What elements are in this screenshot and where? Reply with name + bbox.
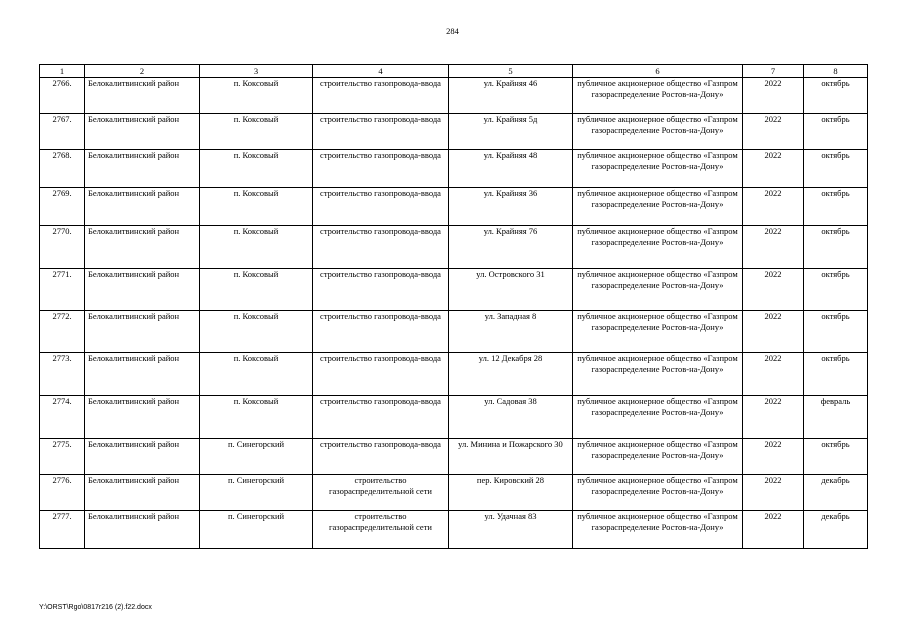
settlement-cell: п. Коксовый xyxy=(200,150,313,188)
address-cell: ул. Минина и Пожарского 30 xyxy=(449,439,573,475)
column-header: 7 xyxy=(743,65,804,78)
settlement-cell: п. Синегорский xyxy=(200,511,313,549)
column-header: 5 xyxy=(449,65,573,78)
organization-cell: публичное акционерное общество «Газпром газораспределение Ростов-на-Дону» xyxy=(573,475,743,511)
organization-cell: публичное акционерное общество «Газпром газораспределение Ростов-на-Дону» xyxy=(573,78,743,114)
work-type-cell: строительство газопровода-ввода xyxy=(313,353,449,396)
year-cell: 2022 xyxy=(743,150,804,188)
address-cell: ул. Островского 31 xyxy=(449,269,573,311)
organization-cell: публичное акционерное общество «Газпром газораспределение Ростов-на-Дону» xyxy=(573,511,743,549)
address-cell: ул. Западная 8 xyxy=(449,311,573,353)
work-type-cell: строительство газопровода-ввода xyxy=(313,439,449,475)
organization-cell: публичное акционерное общество «Газпром газораспределение Ростов-на-Дону» xyxy=(573,188,743,226)
organization-cell: публичное акционерное общество «Газпром газораспределение Ростов-на-Дону» xyxy=(573,311,743,353)
month-cell: октябрь xyxy=(804,439,868,475)
column-header: 8 xyxy=(804,65,868,78)
month-cell: октябрь xyxy=(804,311,868,353)
work-type-cell: строительство газопровода-ввода xyxy=(313,226,449,269)
month-cell: октябрь xyxy=(804,78,868,114)
month-cell: октябрь xyxy=(804,188,868,226)
year-cell: 2022 xyxy=(743,188,804,226)
table-row xyxy=(40,150,868,188)
row-number: 2767. xyxy=(40,114,85,150)
row-number: 2777. xyxy=(40,511,85,549)
settlement-cell: п. Коксовый xyxy=(200,114,313,150)
column-header: 2 xyxy=(85,65,200,78)
district-cell: Белокалитвинский район xyxy=(85,269,200,311)
work-type-cell: строительство газопровода-ввода xyxy=(313,114,449,150)
table-row xyxy=(40,511,868,549)
settlement-cell: п. Синегорский xyxy=(200,475,313,511)
work-type-cell: строительство газопровода-ввода xyxy=(313,396,449,439)
settlement-cell: п. Коксовый xyxy=(200,311,313,353)
settlement-cell: п. Коксовый xyxy=(200,226,313,269)
district-cell: Белокалитвинский район xyxy=(85,311,200,353)
month-cell: октябрь xyxy=(804,353,868,396)
month-cell: октябрь xyxy=(804,269,868,311)
table-row xyxy=(40,226,868,269)
year-cell: 2022 xyxy=(743,269,804,311)
row-number: 2769. xyxy=(40,188,85,226)
organization-cell: публичное акционерное общество «Газпром газораспределение Ростов-на-Дону» xyxy=(573,396,743,439)
address-cell: ул. Крайняя 48 xyxy=(449,150,573,188)
header-row xyxy=(40,65,868,78)
year-cell: 2022 xyxy=(743,396,804,439)
row-number: 2775. xyxy=(40,439,85,475)
year-cell: 2022 xyxy=(743,78,804,114)
page-number: 284 xyxy=(446,26,459,36)
year-cell: 2022 xyxy=(743,226,804,269)
settlement-cell: п. Синегорский xyxy=(200,439,313,475)
row-number: 2772. xyxy=(40,311,85,353)
address-cell: ул. Крайняя 46 xyxy=(449,78,573,114)
column-header: 1 xyxy=(40,65,85,78)
year-cell: 2022 xyxy=(743,114,804,150)
settlement-cell: п. Коксовый xyxy=(200,269,313,311)
organization-cell: публичное акционерное общество «Газпром газораспределение Ростов-на-Дону» xyxy=(573,269,743,311)
column-header: 6 xyxy=(573,65,743,78)
table-row xyxy=(40,353,868,396)
month-cell: декабрь xyxy=(804,511,868,549)
table-row xyxy=(40,188,868,226)
organization-cell: публичное акционерное общество «Газпром газораспределение Ростов-на-Дону» xyxy=(573,150,743,188)
month-cell: октябрь xyxy=(804,150,868,188)
settlement-cell: п. Коксовый xyxy=(200,396,313,439)
district-cell: Белокалитвинский район xyxy=(85,475,200,511)
row-number: 2768. xyxy=(40,150,85,188)
month-cell: декабрь xyxy=(804,475,868,511)
register-table xyxy=(39,64,868,549)
address-cell: ул. Садовая 38 xyxy=(449,396,573,439)
column-header: 3 xyxy=(200,65,313,78)
row-number: 2773. xyxy=(40,353,85,396)
district-cell: Белокалитвинский район xyxy=(85,226,200,269)
address-cell: пер. Кировский 28 xyxy=(449,475,573,511)
table-row xyxy=(40,269,868,311)
work-type-cell: строительство газопровода-ввода xyxy=(313,188,449,226)
settlement-cell: п. Коксовый xyxy=(200,353,313,396)
work-type-cell: строительство газопровода-ввода xyxy=(313,269,449,311)
work-type-cell: строительство газопровода-ввода xyxy=(313,150,449,188)
row-number: 2771. xyxy=(40,269,85,311)
month-cell: октябрь xyxy=(804,226,868,269)
work-type-cell: строительство газораспределительной сети xyxy=(313,475,449,511)
work-type-cell: строительство газопровода-ввода xyxy=(313,311,449,353)
year-cell: 2022 xyxy=(743,511,804,549)
table-row xyxy=(40,114,868,150)
year-cell: 2022 xyxy=(743,475,804,511)
organization-cell: публичное акционерное общество «Газпром газораспределение Ростов-на-Дону» xyxy=(573,439,743,475)
work-type-cell: строительство газопровода-ввода xyxy=(313,78,449,114)
organization-cell: публичное акционерное общество «Газпром газораспределение Ростов-на-Дону» xyxy=(573,353,743,396)
address-cell: ул. Крайняя 76 xyxy=(449,226,573,269)
address-cell: ул. 12 Декабря 28 xyxy=(449,353,573,396)
district-cell: Белокалитвинский район xyxy=(85,353,200,396)
district-cell: Белокалитвинский район xyxy=(85,511,200,549)
year-cell: 2022 xyxy=(743,439,804,475)
address-cell: ул. Крайняя 36 xyxy=(449,188,573,226)
district-cell: Белокалитвинский район xyxy=(85,439,200,475)
work-type-cell: строительство газораспределительной сети xyxy=(313,511,449,549)
organization-cell: публичное акционерное общество «Газпром газораспределение Ростов-на-Дону» xyxy=(573,226,743,269)
table-row xyxy=(40,475,868,511)
district-cell: Белокалитвинский район xyxy=(85,78,200,114)
row-number: 2766. xyxy=(40,78,85,114)
row-number: 2774. xyxy=(40,396,85,439)
row-number: 2776. xyxy=(40,475,85,511)
district-cell: Белокалитвинский район xyxy=(85,188,200,226)
table-row xyxy=(40,396,868,439)
month-cell: февраль xyxy=(804,396,868,439)
column-header: 4 xyxy=(313,65,449,78)
district-cell: Белокалитвинский район xyxy=(85,396,200,439)
footer-file-path: Y:\ORST\Rgo\0817r216 (2).f22.docx xyxy=(39,604,152,611)
settlement-cell: п. Коксовый xyxy=(200,78,313,114)
organization-cell: публичное акционерное общество «Газпром газораспределение Ростов-на-Дону» xyxy=(573,114,743,150)
address-cell: ул. Удачная 83 xyxy=(449,511,573,549)
table-row xyxy=(40,78,868,114)
table-row xyxy=(40,439,868,475)
table-row xyxy=(40,311,868,353)
month-cell: октябрь xyxy=(804,114,868,150)
year-cell: 2022 xyxy=(743,311,804,353)
row-number: 2770. xyxy=(40,226,85,269)
address-cell: ул. Крайняя 5д xyxy=(449,114,573,150)
year-cell: 2022 xyxy=(743,353,804,396)
settlement-cell: п. Коксовый xyxy=(200,188,313,226)
district-cell: Белокалитвинский район xyxy=(85,150,200,188)
district-cell: Белокалитвинский район xyxy=(85,114,200,150)
